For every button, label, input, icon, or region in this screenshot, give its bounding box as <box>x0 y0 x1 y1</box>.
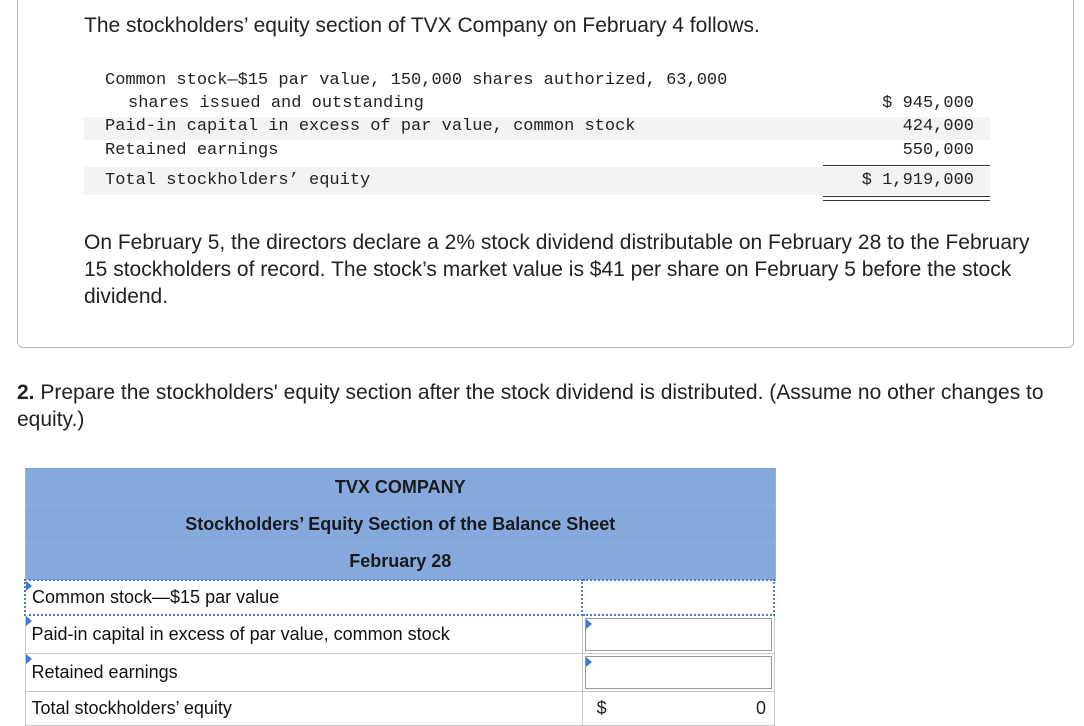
total-label-cell <box>25 692 582 726</box>
table-company: TVX COMPANY <box>25 469 776 506</box>
retained-input[interactable] <box>585 656 772 689</box>
total-value-cell <box>582 692 774 726</box>
common-stock-label-cell[interactable] <box>25 580 582 615</box>
bs-common-stock-amount: $ 945,000 <box>882 94 974 113</box>
retained-input-cell <box>582 654 774 692</box>
dropdown-marker-icon <box>26 616 32 626</box>
paid-in-label-cell[interactable] <box>25 615 582 654</box>
paid-in-input-cell <box>582 615 774 654</box>
bs-retained-row <box>84 141 990 164</box>
table-row <box>25 580 776 615</box>
bs-common-stock-row-2 <box>84 94 990 117</box>
total-label: Total stockholders’ equity <box>31 698 232 718</box>
bs-retained-amount: 550,000 <box>902 141 974 160</box>
retained-label-cell[interactable] <box>25 654 582 692</box>
dropdown-marker-icon <box>26 654 32 664</box>
table-date: February 28 <box>25 543 776 581</box>
table-row <box>25 615 776 654</box>
retained-label: Retained earnings <box>31 662 178 682</box>
bs-common-stock-label: Common stock—$15 par value, 150,000 shares authorized, 63,000 <box>105 71 728 90</box>
table-row <box>25 654 776 692</box>
bs-total-rule <box>823 165 990 166</box>
bs-paid-in-amount: 424,000 <box>902 117 974 136</box>
common-stock-label: Common stock—$15 par value <box>32 587 280 607</box>
bs-retained-label: Retained earnings <box>105 141 279 160</box>
dropdown-marker-icon <box>26 581 32 591</box>
intro-text: The stockholders’ equity section of TVX Company on February 4 follows. <box>84 14 760 37</box>
bs-total-amount: $ 1,919,000 <box>861 171 974 190</box>
bs-total-label: Total stockholders’ equity <box>105 171 371 190</box>
question-text <box>17 379 1077 433</box>
bs-paid-in-label: Paid-in capital in excess of par value, common stock <box>105 117 636 136</box>
bs-common-stock-row <box>84 71 990 94</box>
input-marker-icon <box>586 657 592 667</box>
common-stock-input[interactable] <box>582 580 774 615</box>
table-row <box>25 692 776 726</box>
dividend-paragraph: On February 5, the directors declare a 2% stock dividend distributable on February 28 to the February 15 stockholders of record. The stock’s market value is $41 per share on February 5 before the stock dividend. <box>84 231 1030 308</box>
question-number: 2. <box>17 381 35 404</box>
answer-table <box>24 468 776 726</box>
question-body: Prepare the stockholders' equity section after the stock dividend is distributed. (Assume no other changes to equity.) <box>17 381 1044 431</box>
total-value: 0 <box>755 698 766 718</box>
bs-common-stock-label-2: shares issued and outstanding <box>128 94 424 113</box>
input-marker-icon <box>586 619 592 629</box>
paid-in-input[interactable] <box>585 618 772 651</box>
total-currency: $ <box>596 698 607 718</box>
paid-in-label: Paid-in capital in excess of par value, common stock <box>31 624 450 644</box>
table-title: Stockholders’ Equity Section of the Balance Sheet <box>25 506 776 543</box>
bs-double-rule <box>823 196 990 201</box>
bs-total-row <box>84 167 990 195</box>
bs-paid-in-row <box>84 117 990 140</box>
